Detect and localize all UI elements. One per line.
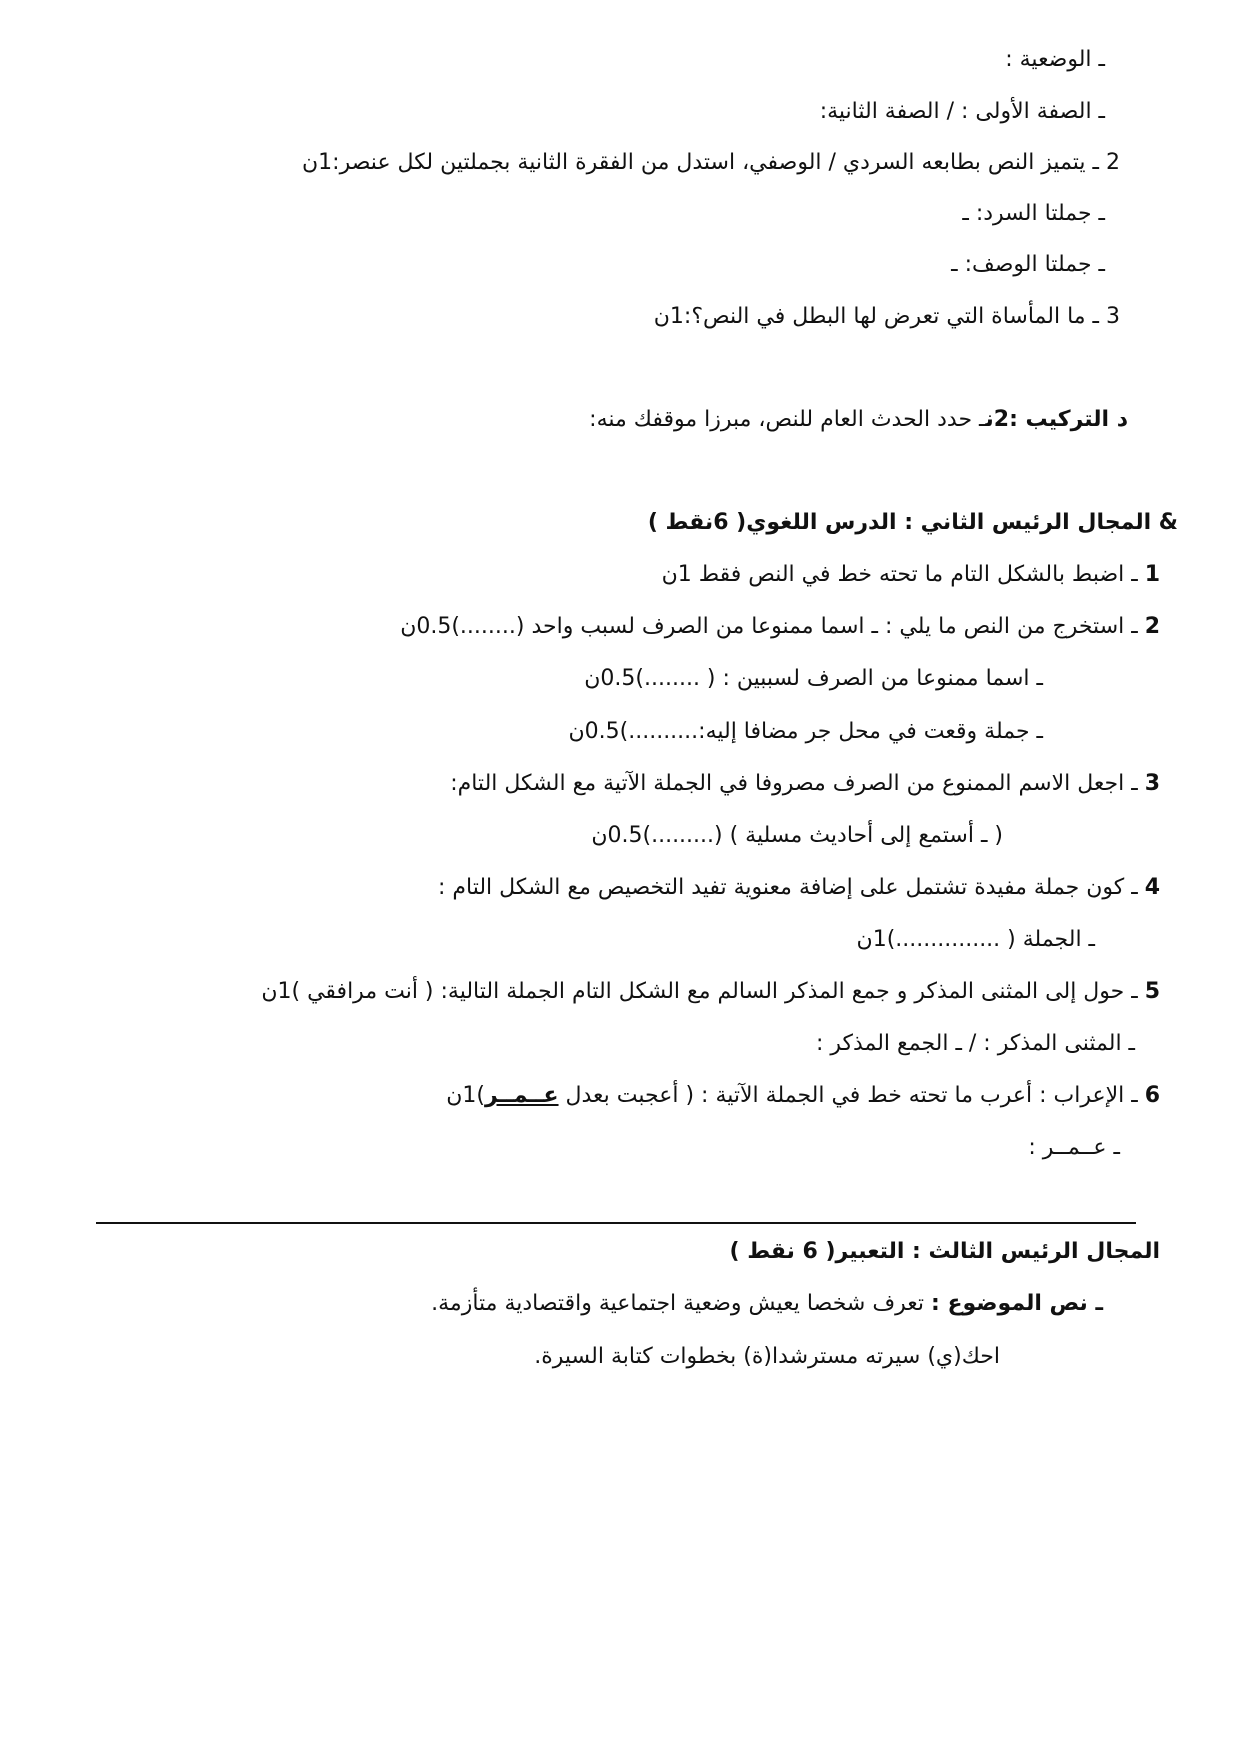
section-2-title: & المجال الرئيس الثاني : الدرس اللغوي( 6نقط ) [647, 510, 1178, 535]
question-2: 2 ـ يتميز النص بطابعه السردي / الوصفي، استدل من الفقرة الثانية بجملتين لكل عنصر:1ن [302, 150, 1120, 175]
lang-q5 [261, 977, 1160, 1007]
narration-sentences: ـ جملتا السرد: ـ [962, 201, 1105, 226]
section-divider [96, 1222, 1136, 1224]
lang-q6-underlined-word: عــمــر [484, 1083, 559, 1108]
topic-label: ـ نص الموضوع : [931, 1291, 1103, 1316]
section-3-title: المجال الرئيس الثالث : التعبير( 6 نقط ) [729, 1239, 1160, 1264]
lang-q5-text: ـ حول إلى المثنى المذكر و جمع المذكر السالم مع الشكل التام الجملة التالية: ( أنت مرافقي )1ن [261, 979, 1145, 1004]
traits-line: ـ الصفة الأولى : / الصفة الثانية: [819, 99, 1105, 124]
topic-line [431, 1289, 1103, 1319]
lang-q1 [662, 560, 1160, 590]
description-sentences: ـ جملتا الوصف: ـ [951, 252, 1105, 277]
lang-q3-number: 3 [1144, 771, 1160, 796]
synthesis-label: د التركيب :2ن [985, 407, 1128, 432]
synthesis-line [589, 405, 1128, 435]
lang-q1-text: ـ اضبط بالشكل التام ما تحته خط في النص فقط 1ن [661, 562, 1145, 587]
topic-text: تعرف شخصا يعيش وضعية اجتماعية واقتصادية متأزمة. [431, 1291, 931, 1316]
lang-q2-number: 2 [1144, 614, 1160, 639]
lang-q6 [446, 1081, 1160, 1111]
situation-line: ـ الوضعية : [1005, 47, 1105, 72]
synthesis-text: ـ حدد الحدث العام للنص، مبرزا موقفك منه: [589, 407, 986, 432]
writing-task: احك(ي) سيرته مسترشدا(ة) بخطوات كتابة السيرة. [534, 1344, 1000, 1369]
lang-q4-b: ـ الجملة ( ...............)1ن [856, 927, 1095, 952]
lang-q1-number: 1 [1144, 562, 1160, 587]
lang-q5-b: ـ المثنى المذكر : / ـ الجمع المذكر : [815, 1031, 1135, 1056]
lang-q2-text: ـ استخرج من النص ما يلي : ـ اسما ممنوعا من الصرف لسبب واحد (........)0.5ن [400, 614, 1145, 639]
lang-q4-text: ـ كون جملة مفيدة تشتمل على إضافة معنوية تفيد التخصيص مع الشكل التام : [437, 875, 1145, 900]
lang-q3 [450, 769, 1160, 799]
lang-q4 [438, 873, 1160, 903]
lang-q3-b: ( ـ أستمع إلى أحاديث مسلية ) (.........)0.5ن [591, 823, 1003, 848]
lang-q6-text-pre: ـ الإعراب : أعرب ما تحته خط في الجملة الآتية : ( أعجبت بعدل [558, 1083, 1145, 1108]
lang-q5-number: 5 [1144, 979, 1160, 1004]
lang-q4-number: 4 [1144, 875, 1160, 900]
lang-q6-text-post: )1ن [446, 1083, 485, 1108]
lang-q3-text: ـ اجعل الاسم الممنوع من الصرف مصروفا في الجملة الآتية مع الشكل التام: [450, 771, 1145, 796]
lang-q2 [400, 612, 1160, 642]
question-3: 3 ـ ما المأساة التي تعرض لها البطل في النص؟:1ن [653, 304, 1120, 329]
lang-q2-b: ـ اسما ممنوعا من الصرف لسببين : ( ........)0.5ن [584, 666, 1043, 691]
lang-q6-number: 6 [1144, 1083, 1160, 1108]
lang-q2-c: ـ جملة وقعت في محل جر مضافا إليه:..........)0.5ن [568, 719, 1043, 744]
lang-q6-b: ـ عــمــر : [1028, 1135, 1120, 1160]
